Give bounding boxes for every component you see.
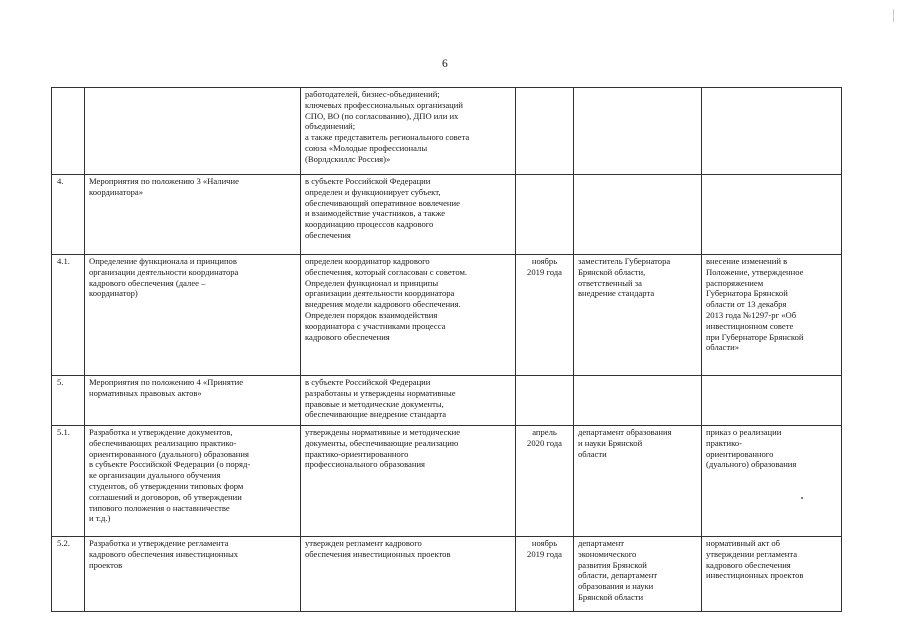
cell-text-line: области» bbox=[706, 342, 740, 353]
responsible-cell bbox=[574, 537, 702, 612]
cell-text-line: организации деятельности координатора bbox=[305, 288, 455, 299]
cell-text-line: 2019 года bbox=[527, 266, 562, 277]
outcome-cell bbox=[301, 426, 516, 537]
deadline-cell bbox=[516, 426, 574, 537]
responsible-cell bbox=[574, 88, 702, 175]
cell-text-line: правовые и методические документы, bbox=[305, 398, 444, 409]
event-cell bbox=[85, 376, 301, 426]
cell-text-line: типового положения о наставничестве bbox=[89, 502, 230, 513]
cell-text-line: утверждении регламента bbox=[706, 548, 798, 559]
cell-text-line: обеспечивающий оперативное вовлечение bbox=[305, 197, 460, 208]
cell-text-line: области от 13 декабря bbox=[706, 299, 787, 310]
cell-text-line: утвержден регламент кадрового bbox=[305, 538, 422, 548]
cell-text-line: Определен порядок взаимодействия bbox=[305, 309, 438, 320]
cell-text-line: области bbox=[578, 448, 607, 459]
cell-text-line: практико-ориентированного bbox=[305, 448, 409, 459]
responsible-cell bbox=[574, 255, 702, 376]
responsible-cell bbox=[574, 376, 702, 426]
cell-text-line: и т.д.) bbox=[89, 513, 111, 524]
cell-text-line: Определен функционал и принципы bbox=[305, 277, 439, 288]
cell-text-line: обеспечения, который согласован с советом. bbox=[305, 266, 468, 277]
cell-text-line: соглашений и договоров, об утверждении bbox=[89, 491, 242, 502]
cell-text-line: практико- bbox=[706, 437, 743, 448]
cell-text-line: работодателей, бизнес-объединений; bbox=[305, 89, 440, 99]
cell-text-line: Разработка и утверждение регламента bbox=[89, 538, 229, 548]
row-number-cell: 5.1. bbox=[52, 426, 85, 537]
cell-text-line: 2020 года bbox=[527, 437, 562, 448]
event-cell bbox=[85, 88, 301, 175]
cell-text-line: внесение изменений в bbox=[706, 256, 788, 266]
cell-text-line: ноябрь bbox=[531, 256, 558, 266]
cell-text-line: Брянской области bbox=[578, 591, 644, 602]
row-number-cell: 4. bbox=[52, 175, 85, 255]
table-row bbox=[52, 537, 842, 612]
cell-text-line: определен координатор кадрового bbox=[305, 256, 430, 266]
cell-text-line: кадрового обеспечения bbox=[305, 331, 390, 342]
cell-text-line: инвестиционном совете bbox=[706, 320, 794, 331]
cell-text-line: департамент bbox=[578, 538, 625, 548]
cell-text-line: приказ о реализации bbox=[706, 427, 782, 437]
cell-text-line: 2019 года bbox=[527, 548, 562, 559]
cell-text-line: Разработка и утверждение документов, bbox=[89, 427, 233, 437]
deadline-cell bbox=[516, 88, 574, 175]
cell-text-line: утверждены нормативные и методические bbox=[305, 427, 461, 437]
cell-text-line: (Ворлдскиллс Россия)» bbox=[305, 153, 391, 164]
cell-text-line: образования и науки bbox=[578, 581, 654, 592]
cell-text-line: координатор) bbox=[89, 288, 138, 299]
event-cell bbox=[85, 426, 301, 537]
row-number-cell bbox=[52, 88, 85, 175]
cell-text-line: профессионального образования bbox=[305, 459, 425, 470]
deadline-cell bbox=[516, 175, 574, 255]
action-plan-table-body bbox=[52, 88, 842, 612]
document-cell bbox=[702, 88, 842, 175]
cell-text-line: документы, обеспечивающие реализацию bbox=[305, 437, 459, 448]
cell-text-line: в субъекте Российской Федерации bbox=[305, 377, 431, 387]
cell-text-line: объединений; bbox=[305, 121, 356, 132]
cell-text-line: Мероприятия по положению 3 «Наличие bbox=[89, 176, 239, 186]
table-row bbox=[52, 88, 842, 175]
cell-text-line: разработаны и утверждены нормативные bbox=[305, 387, 456, 398]
cell-text-line: обеспечения инвестиционных проектов bbox=[305, 548, 451, 559]
cell-text-line: апрель bbox=[532, 427, 557, 437]
cell-text-line: союза «Молодые профессионалы bbox=[305, 142, 428, 153]
cell-text-line: ключевых профессиональных организаций bbox=[305, 99, 463, 110]
row-number-cell: 5. bbox=[52, 376, 85, 426]
cell-text-line: кадрового обеспечения инвестиционных bbox=[89, 548, 239, 559]
cell-text-line: ноябрь bbox=[531, 538, 558, 548]
outcome-cell bbox=[301, 88, 516, 175]
cell-text-line: внедрение стандарта bbox=[578, 288, 655, 299]
responsible-cell bbox=[574, 426, 702, 537]
cell-text-line: кадрового обеспечения bbox=[706, 559, 791, 570]
cell-text-line: а также представитель регионального совета bbox=[305, 132, 470, 143]
event-cell bbox=[85, 175, 301, 255]
row-number-cell: 5.2. bbox=[52, 537, 85, 612]
outcome-cell bbox=[301, 376, 516, 426]
cell-text-line: Мероприятия по положению 4 «Принятие bbox=[89, 377, 244, 387]
cell-text-line: нормативный акт об bbox=[706, 538, 781, 548]
scan-speck bbox=[801, 497, 803, 499]
cell-text-line: ответственный за bbox=[578, 277, 642, 288]
document-cell bbox=[702, 426, 842, 537]
cell-text-line: СПО, ВО (по согласованию), ДПО или их bbox=[305, 110, 459, 121]
cell-text-line: ориентированного bbox=[706, 448, 774, 459]
cell-text-line: координацию процессов кадрового bbox=[305, 219, 434, 230]
table-row bbox=[52, 376, 842, 426]
cell-text-line: при Губернаторе Брянской bbox=[706, 331, 804, 342]
cell-text-line: департамент образования bbox=[578, 427, 672, 437]
cell-text-line: 2013 года №1297-рг «Об bbox=[706, 309, 797, 320]
cell-text-line: Положение, утвержденное bbox=[706, 266, 804, 277]
cell-text-line: проектов bbox=[89, 559, 123, 570]
outcome-cell bbox=[301, 537, 516, 612]
cell-text-line: и науки Брянской bbox=[578, 437, 643, 448]
cell-text-line: в субъекте Российской Федерации bbox=[305, 176, 431, 186]
page-number: 6 bbox=[442, 58, 448, 70]
cell-text-line: области, департамент bbox=[578, 570, 658, 581]
cell-text-line: распоряжением bbox=[706, 277, 764, 288]
document-cell bbox=[702, 255, 842, 376]
cell-text-line: студентов, об утверждении типовых форм bbox=[89, 480, 244, 491]
responsible-cell bbox=[574, 175, 702, 255]
cell-text-line: организации деятельности координатора bbox=[89, 266, 239, 277]
cell-text-line: Определение функционала и принципов bbox=[89, 256, 237, 266]
event-cell bbox=[85, 255, 301, 376]
deadline-cell bbox=[516, 376, 574, 426]
cell-text-line: обеспечивающих реализацию практико- bbox=[89, 437, 237, 448]
row-number-cell: 4.1. bbox=[52, 255, 85, 376]
cell-text-line: кадрового обеспечения (далее – bbox=[89, 277, 206, 288]
action-plan-table bbox=[51, 87, 842, 612]
document-cell bbox=[702, 175, 842, 255]
deadline-cell bbox=[516, 255, 574, 376]
cell-text-line: Брянской области, bbox=[578, 266, 646, 277]
cell-text-line: координатора» bbox=[89, 186, 144, 197]
cell-text-line: координатора с участниками процесса bbox=[305, 320, 446, 331]
page-edge-mark bbox=[893, 9, 894, 22]
cell-text-line: нормативных правовых актов» bbox=[89, 387, 202, 398]
cell-text-line: Губернатора Брянской bbox=[706, 288, 788, 299]
cell-text-line: в субъекте Российской Федерации (о поряд- bbox=[89, 459, 251, 470]
cell-text-line: обеспечения bbox=[305, 229, 351, 240]
event-cell bbox=[85, 537, 301, 612]
outcome-cell bbox=[301, 175, 516, 255]
cell-text-line: заместитель Губернатора bbox=[578, 256, 671, 266]
cell-text-line: (дуального) образования bbox=[706, 459, 797, 470]
cell-text-line: ориентированного (дуального) образования bbox=[89, 448, 249, 459]
document-cell bbox=[702, 537, 842, 612]
cell-text-line: развития Брянской bbox=[578, 559, 647, 570]
cell-text-line: экономического bbox=[578, 548, 637, 559]
cell-text-line: инвестиционных проектов bbox=[706, 570, 804, 581]
deadline-cell bbox=[516, 537, 574, 612]
cell-text-line: обеспечивающие внедрение стандарта bbox=[305, 409, 447, 420]
outcome-cell bbox=[301, 255, 516, 376]
document-cell bbox=[702, 376, 842, 426]
table-row bbox=[52, 426, 842, 537]
table-row bbox=[52, 255, 842, 376]
cell-text-line: ке организации дуального обучения bbox=[89, 470, 221, 481]
table-row bbox=[52, 175, 842, 255]
cell-text-line: определен и функционирует субъект, bbox=[305, 186, 441, 197]
cell-text-line: внедрения модели кадрового обеспечения. bbox=[305, 299, 461, 310]
cell-text-line: и взаимодействие участников, а также bbox=[305, 208, 446, 219]
